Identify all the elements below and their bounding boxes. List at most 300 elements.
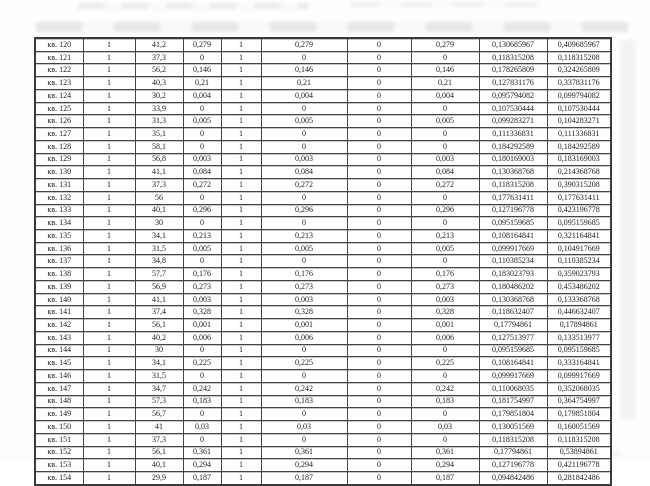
- value-cell: 0,104283271: [547, 115, 611, 128]
- value-cell: 0: [183, 255, 221, 268]
- value-cell: 56,2: [135, 64, 183, 77]
- value-cell: 0: [347, 459, 411, 472]
- value-cell: 0: [347, 382, 411, 395]
- value-cell: 0,225: [411, 357, 479, 370]
- value-cell: 1: [83, 280, 135, 293]
- value-cell: 0: [347, 319, 411, 332]
- value-cell: 0,095159685: [479, 344, 547, 357]
- value-cell: 0,294: [261, 459, 347, 472]
- value-cell: 34,7: [135, 382, 183, 395]
- value-cell: 0,095159685: [547, 217, 611, 230]
- value-cell: 0,130051569: [479, 421, 547, 434]
- table-row: [35, 255, 611, 268]
- value-cell: 0: [411, 140, 479, 153]
- value-cell: 0,118632407: [479, 306, 547, 319]
- table-row: [35, 102, 611, 115]
- value-cell: 0,337831176: [547, 77, 611, 90]
- value-cell: 0,273: [183, 280, 221, 293]
- value-cell: 1: [221, 421, 261, 434]
- value-cell: 1: [221, 280, 261, 293]
- value-cell: 1: [83, 140, 135, 153]
- value-cell: 0,118315208: [479, 179, 547, 192]
- value-cell: 0,006: [411, 331, 479, 344]
- value-cell: 0: [183, 408, 221, 421]
- value-cell: 0,003: [411, 293, 479, 306]
- value-cell: 0,006: [261, 331, 347, 344]
- value-cell: 1: [221, 357, 261, 370]
- value-cell: 0: [183, 51, 221, 64]
- value-cell: 1: [221, 370, 261, 383]
- value-cell: 0,099917669: [479, 370, 547, 383]
- row-label-cell: кв. 123: [35, 77, 83, 90]
- value-cell: 1: [83, 128, 135, 141]
- value-cell: 1: [221, 153, 261, 166]
- value-cell: 0: [261, 344, 347, 357]
- value-cell: 57,3: [135, 395, 183, 408]
- value-cell: 0: [261, 255, 347, 268]
- value-cell: 0: [183, 217, 221, 230]
- value-cell: 1: [221, 51, 261, 64]
- value-cell: 0,084: [411, 166, 479, 179]
- value-cell: 0,225: [183, 357, 221, 370]
- value-cell: 0: [347, 395, 411, 408]
- value-cell: 0,146: [183, 64, 221, 77]
- value-cell: 0,176: [183, 268, 221, 281]
- row-label-cell: кв. 144: [35, 344, 83, 357]
- value-cell: 0,187: [183, 471, 221, 484]
- value-cell: 0: [411, 408, 479, 421]
- value-cell: 1: [83, 217, 135, 230]
- value-cell: 0,118315208: [479, 433, 547, 446]
- value-cell: 0,184292589: [547, 140, 611, 153]
- value-cell: 0,364754997: [547, 395, 611, 408]
- row-label-cell: кв. 145: [35, 357, 83, 370]
- value-cell: 0: [183, 140, 221, 153]
- value-cell: 0: [347, 179, 411, 192]
- table-row: [35, 446, 611, 459]
- value-cell: 0: [347, 421, 411, 434]
- value-cell: 1: [83, 471, 135, 484]
- table-row: [35, 153, 611, 166]
- row-label-cell: кв. 152: [35, 446, 83, 459]
- value-cell: 0: [347, 102, 411, 115]
- table-row: [35, 471, 611, 484]
- value-cell: 0: [261, 408, 347, 421]
- value-cell: 1: [83, 395, 135, 408]
- value-cell: 0,005: [183, 115, 221, 128]
- value-cell: 0: [347, 153, 411, 166]
- value-cell: 0: [411, 51, 479, 64]
- value-cell: 0,179851804: [547, 408, 611, 421]
- value-cell: 0: [347, 433, 411, 446]
- value-cell: 0: [347, 370, 411, 383]
- value-cell: 0,005: [261, 115, 347, 128]
- value-cell: 56,7: [135, 408, 183, 421]
- value-cell: 30: [135, 217, 183, 230]
- table-row: [35, 204, 611, 217]
- value-cell: 1: [83, 89, 135, 102]
- value-cell: 1: [221, 102, 261, 115]
- value-cell: 31,5: [135, 242, 183, 255]
- value-cell: 1: [83, 166, 135, 179]
- value-cell: 56,9: [135, 280, 183, 293]
- value-cell: 0: [411, 191, 479, 204]
- value-cell: 1: [83, 293, 135, 306]
- row-label-cell: кв. 125: [35, 102, 83, 115]
- value-cell: 0,004: [261, 89, 347, 102]
- table-row: [35, 268, 611, 281]
- value-cell: 0: [347, 204, 411, 217]
- value-cell: 0: [347, 115, 411, 128]
- value-cell: 1: [221, 128, 261, 141]
- table-row: [35, 242, 611, 255]
- value-cell: 0,160051569: [547, 421, 611, 434]
- value-cell: 0: [347, 255, 411, 268]
- value-cell: 1: [83, 408, 135, 421]
- value-cell: 0,328: [411, 306, 479, 319]
- table-row: [35, 166, 611, 179]
- scan-artifact-top-left: [78, 3, 308, 9]
- value-cell: 0,423196778: [547, 204, 611, 217]
- value-cell: 0,176: [411, 268, 479, 281]
- table-row: [35, 64, 611, 77]
- value-cell: 0: [183, 128, 221, 141]
- row-label-cell: кв. 128: [35, 140, 83, 153]
- value-cell: 0: [261, 191, 347, 204]
- value-cell: 57,7: [135, 268, 183, 281]
- value-cell: 0,146: [411, 64, 479, 77]
- value-cell: 0,095159685: [479, 217, 547, 230]
- value-cell: 56,1: [135, 319, 183, 332]
- value-cell: 0,108164841: [479, 230, 547, 243]
- table-row: [35, 77, 611, 90]
- row-label-cell: кв. 151: [35, 433, 83, 446]
- value-cell: 0,446632407: [547, 306, 611, 319]
- value-cell: 0,17794861: [479, 319, 547, 332]
- value-cell: 41: [135, 421, 183, 434]
- value-cell: 0,130685967: [479, 38, 547, 51]
- value-cell: 1: [221, 319, 261, 332]
- value-cell: 0,183: [261, 395, 347, 408]
- value-cell: 0,225: [261, 357, 347, 370]
- row-label-cell: кв. 141: [35, 306, 83, 319]
- value-cell: 0,118315208: [547, 433, 611, 446]
- apartments-data-table: [34, 37, 612, 486]
- value-cell: 0,110385234: [479, 255, 547, 268]
- value-cell: 0,176: [261, 268, 347, 281]
- table-row: [35, 331, 611, 344]
- value-cell: 0,003: [261, 153, 347, 166]
- scan-artifact-right-edge: [620, 40, 636, 420]
- value-cell: 56,1: [135, 446, 183, 459]
- value-cell: 0,183023793: [479, 268, 547, 281]
- value-cell: 0,184292589: [479, 140, 547, 153]
- row-label-cell: кв. 130: [35, 166, 83, 179]
- table-row: [35, 179, 611, 192]
- value-cell: 0,146: [261, 64, 347, 77]
- value-cell: 1: [221, 89, 261, 102]
- value-cell: 56: [135, 191, 183, 204]
- value-cell: 0: [261, 217, 347, 230]
- value-cell: 0,324265809: [547, 64, 611, 77]
- value-cell: 58,1: [135, 140, 183, 153]
- value-cell: 1: [83, 38, 135, 51]
- value-cell: 0,177631411: [547, 191, 611, 204]
- value-cell: 0: [347, 344, 411, 357]
- table-row: [35, 115, 611, 128]
- value-cell: 0: [347, 140, 411, 153]
- value-cell: 0: [347, 128, 411, 141]
- value-cell: 40,1: [135, 459, 183, 472]
- value-cell: 0,104917669: [547, 242, 611, 255]
- value-cell: 0: [347, 408, 411, 421]
- value-cell: 0,273: [411, 280, 479, 293]
- value-cell: 0,001: [411, 319, 479, 332]
- value-cell: 34,8: [135, 255, 183, 268]
- value-cell: 0,005: [261, 242, 347, 255]
- table-row: [35, 421, 611, 434]
- table-row: [35, 395, 611, 408]
- row-label-cell: кв. 150: [35, 421, 83, 434]
- value-cell: 1: [83, 306, 135, 319]
- value-cell: 0,272: [261, 179, 347, 192]
- value-cell: 37,4: [135, 306, 183, 319]
- value-cell: 0: [347, 306, 411, 319]
- value-cell: 1: [221, 115, 261, 128]
- value-cell: 0: [347, 64, 411, 77]
- value-cell: 1: [83, 102, 135, 115]
- value-cell: 0,180486202: [479, 280, 547, 293]
- value-cell: 0,213: [183, 230, 221, 243]
- value-cell: 1: [83, 64, 135, 77]
- row-label-cell: кв. 133: [35, 204, 83, 217]
- value-cell: 0,108164841: [479, 357, 547, 370]
- value-cell: 0: [183, 370, 221, 383]
- value-cell: 1: [221, 166, 261, 179]
- value-cell: 37,3: [135, 433, 183, 446]
- table-row: [35, 433, 611, 446]
- row-label-cell: кв. 146: [35, 370, 83, 383]
- value-cell: 0,003: [183, 153, 221, 166]
- value-cell: 0,21: [261, 77, 347, 90]
- value-cell: 41,1: [135, 166, 183, 179]
- value-cell: 1: [221, 38, 261, 51]
- value-cell: 0: [347, 280, 411, 293]
- row-label-cell: кв. 127: [35, 128, 83, 141]
- value-cell: 29,9: [135, 471, 183, 484]
- value-cell: 0,181754997: [479, 395, 547, 408]
- value-cell: 0,127513977: [479, 331, 547, 344]
- value-cell: 0,180169003: [479, 153, 547, 166]
- value-cell: 0,003: [261, 293, 347, 306]
- table-row: [35, 459, 611, 472]
- value-cell: 1: [221, 140, 261, 153]
- table-row: [35, 140, 611, 153]
- data-table-body: [35, 38, 611, 485]
- value-cell: 0,118315208: [479, 51, 547, 64]
- value-cell: 0,281842486: [547, 471, 611, 484]
- value-cell: 0,328: [261, 306, 347, 319]
- table-row: [35, 319, 611, 332]
- value-cell: 1: [83, 319, 135, 332]
- value-cell: 0,352068035: [547, 382, 611, 395]
- value-cell: 0,183169003: [547, 153, 611, 166]
- value-cell: 0,273: [261, 280, 347, 293]
- value-cell: 0,187: [261, 471, 347, 484]
- value-cell: 0: [411, 102, 479, 115]
- row-label-cell: кв. 132: [35, 191, 83, 204]
- value-cell: 1: [83, 204, 135, 217]
- row-label-cell: кв. 124: [35, 89, 83, 102]
- value-cell: 0,187: [411, 471, 479, 484]
- row-label-cell: кв. 142: [35, 319, 83, 332]
- table-row: [35, 191, 611, 204]
- value-cell: 1: [221, 191, 261, 204]
- value-cell: 31,5: [135, 370, 183, 383]
- value-cell: 0,296: [261, 204, 347, 217]
- value-cell: 1: [83, 153, 135, 166]
- table-row: [35, 408, 611, 421]
- value-cell: 1: [221, 459, 261, 472]
- row-label-cell: кв. 148: [35, 395, 83, 408]
- value-cell: 0,421196778: [547, 459, 611, 472]
- value-cell: 0,005: [411, 115, 479, 128]
- value-cell: 0,133368768: [547, 293, 611, 306]
- value-cell: 1: [221, 471, 261, 484]
- value-cell: 1: [221, 230, 261, 243]
- value-cell: 0: [347, 89, 411, 102]
- value-cell: 1: [221, 242, 261, 255]
- row-label-cell: кв. 135: [35, 230, 83, 243]
- value-cell: 0,127196778: [479, 459, 547, 472]
- value-cell: 0,272: [183, 179, 221, 192]
- value-cell: 0: [411, 370, 479, 383]
- value-cell: 1: [221, 331, 261, 344]
- value-cell: 0: [411, 433, 479, 446]
- table-row: [35, 230, 611, 243]
- value-cell: 0: [347, 242, 411, 255]
- value-cell: 0,328: [183, 306, 221, 319]
- value-cell: 1: [83, 433, 135, 446]
- value-cell: 1: [83, 242, 135, 255]
- value-cell: 34,1: [135, 230, 183, 243]
- value-cell: 0,130368768: [479, 293, 547, 306]
- value-cell: 0,272: [411, 179, 479, 192]
- table-row: [35, 217, 611, 230]
- value-cell: 1: [83, 331, 135, 344]
- row-label-cell: кв. 143: [35, 331, 83, 344]
- value-cell: 0,279: [261, 38, 347, 51]
- value-cell: 0,177631411: [479, 191, 547, 204]
- scan-artifact-band: [36, 22, 628, 32]
- value-cell: 0,321164841: [547, 230, 611, 243]
- value-cell: 0,001: [183, 319, 221, 332]
- value-cell: 0: [347, 357, 411, 370]
- value-cell: 0,453486202: [547, 280, 611, 293]
- value-cell: 1: [221, 255, 261, 268]
- value-cell: 0: [347, 268, 411, 281]
- value-cell: 0,006: [183, 331, 221, 344]
- row-label-cell: кв. 129: [35, 153, 83, 166]
- value-cell: 1: [83, 421, 135, 434]
- value-cell: 0,279: [183, 38, 221, 51]
- value-cell: 1: [83, 459, 135, 472]
- value-cell: 0,107530444: [547, 102, 611, 115]
- row-label-cell: кв. 122: [35, 64, 83, 77]
- value-cell: 0,242: [261, 382, 347, 395]
- table-row: [35, 370, 611, 383]
- row-label-cell: кв. 121: [35, 51, 83, 64]
- value-cell: 0,390315208: [547, 179, 611, 192]
- value-cell: 0: [183, 102, 221, 115]
- value-cell: 0: [347, 446, 411, 459]
- value-cell: 0,361: [261, 446, 347, 459]
- row-label-cell: кв. 131: [35, 179, 83, 192]
- value-cell: 0,004: [411, 89, 479, 102]
- value-cell: 0: [347, 331, 411, 344]
- value-cell: 0,03: [411, 421, 479, 434]
- table-row: [35, 382, 611, 395]
- row-label-cell: кв. 138: [35, 268, 83, 281]
- value-cell: 56,8: [135, 153, 183, 166]
- table-row: [35, 89, 611, 102]
- value-cell: 0: [261, 128, 347, 141]
- value-cell: 0,107530444: [479, 102, 547, 115]
- table-row: [35, 357, 611, 370]
- value-cell: 0,53894861: [547, 446, 611, 459]
- value-cell: 0,094842486: [479, 471, 547, 484]
- value-cell: 0,118315208: [547, 51, 611, 64]
- table-row: [35, 306, 611, 319]
- value-cell: 0: [347, 77, 411, 90]
- value-cell: 30,2: [135, 89, 183, 102]
- value-cell: 0,084: [261, 166, 347, 179]
- value-cell: 0,279: [411, 38, 479, 51]
- value-cell: 1: [83, 115, 135, 128]
- value-cell: 1: [221, 306, 261, 319]
- value-cell: 0: [347, 166, 411, 179]
- value-cell: 1: [83, 51, 135, 64]
- value-cell: 1: [83, 370, 135, 383]
- value-cell: 0,099917669: [547, 370, 611, 383]
- table-row: [35, 51, 611, 64]
- value-cell: 0: [347, 230, 411, 243]
- value-cell: 1: [221, 408, 261, 421]
- value-cell: 0,361: [411, 446, 479, 459]
- value-cell: 0,001: [261, 319, 347, 332]
- row-label-cell: кв. 126: [35, 115, 83, 128]
- table-row: [35, 280, 611, 293]
- value-cell: 1: [221, 395, 261, 408]
- value-cell: 0,110385234: [547, 255, 611, 268]
- table-row: [35, 344, 611, 357]
- value-cell: 0: [411, 217, 479, 230]
- value-cell: 0: [347, 191, 411, 204]
- value-cell: 0,133513977: [547, 331, 611, 344]
- value-cell: 1: [83, 344, 135, 357]
- value-cell: 0: [261, 433, 347, 446]
- value-cell: 0,004: [183, 89, 221, 102]
- value-cell: 0: [347, 471, 411, 484]
- value-cell: 0,005: [411, 242, 479, 255]
- value-cell: 0,17894861: [547, 319, 611, 332]
- value-cell: 37,3: [135, 51, 183, 64]
- value-cell: 0,183: [183, 395, 221, 408]
- value-cell: 0: [347, 51, 411, 64]
- row-label-cell: кв. 136: [35, 242, 83, 255]
- row-label-cell: кв. 134: [35, 217, 83, 230]
- value-cell: 0: [347, 293, 411, 306]
